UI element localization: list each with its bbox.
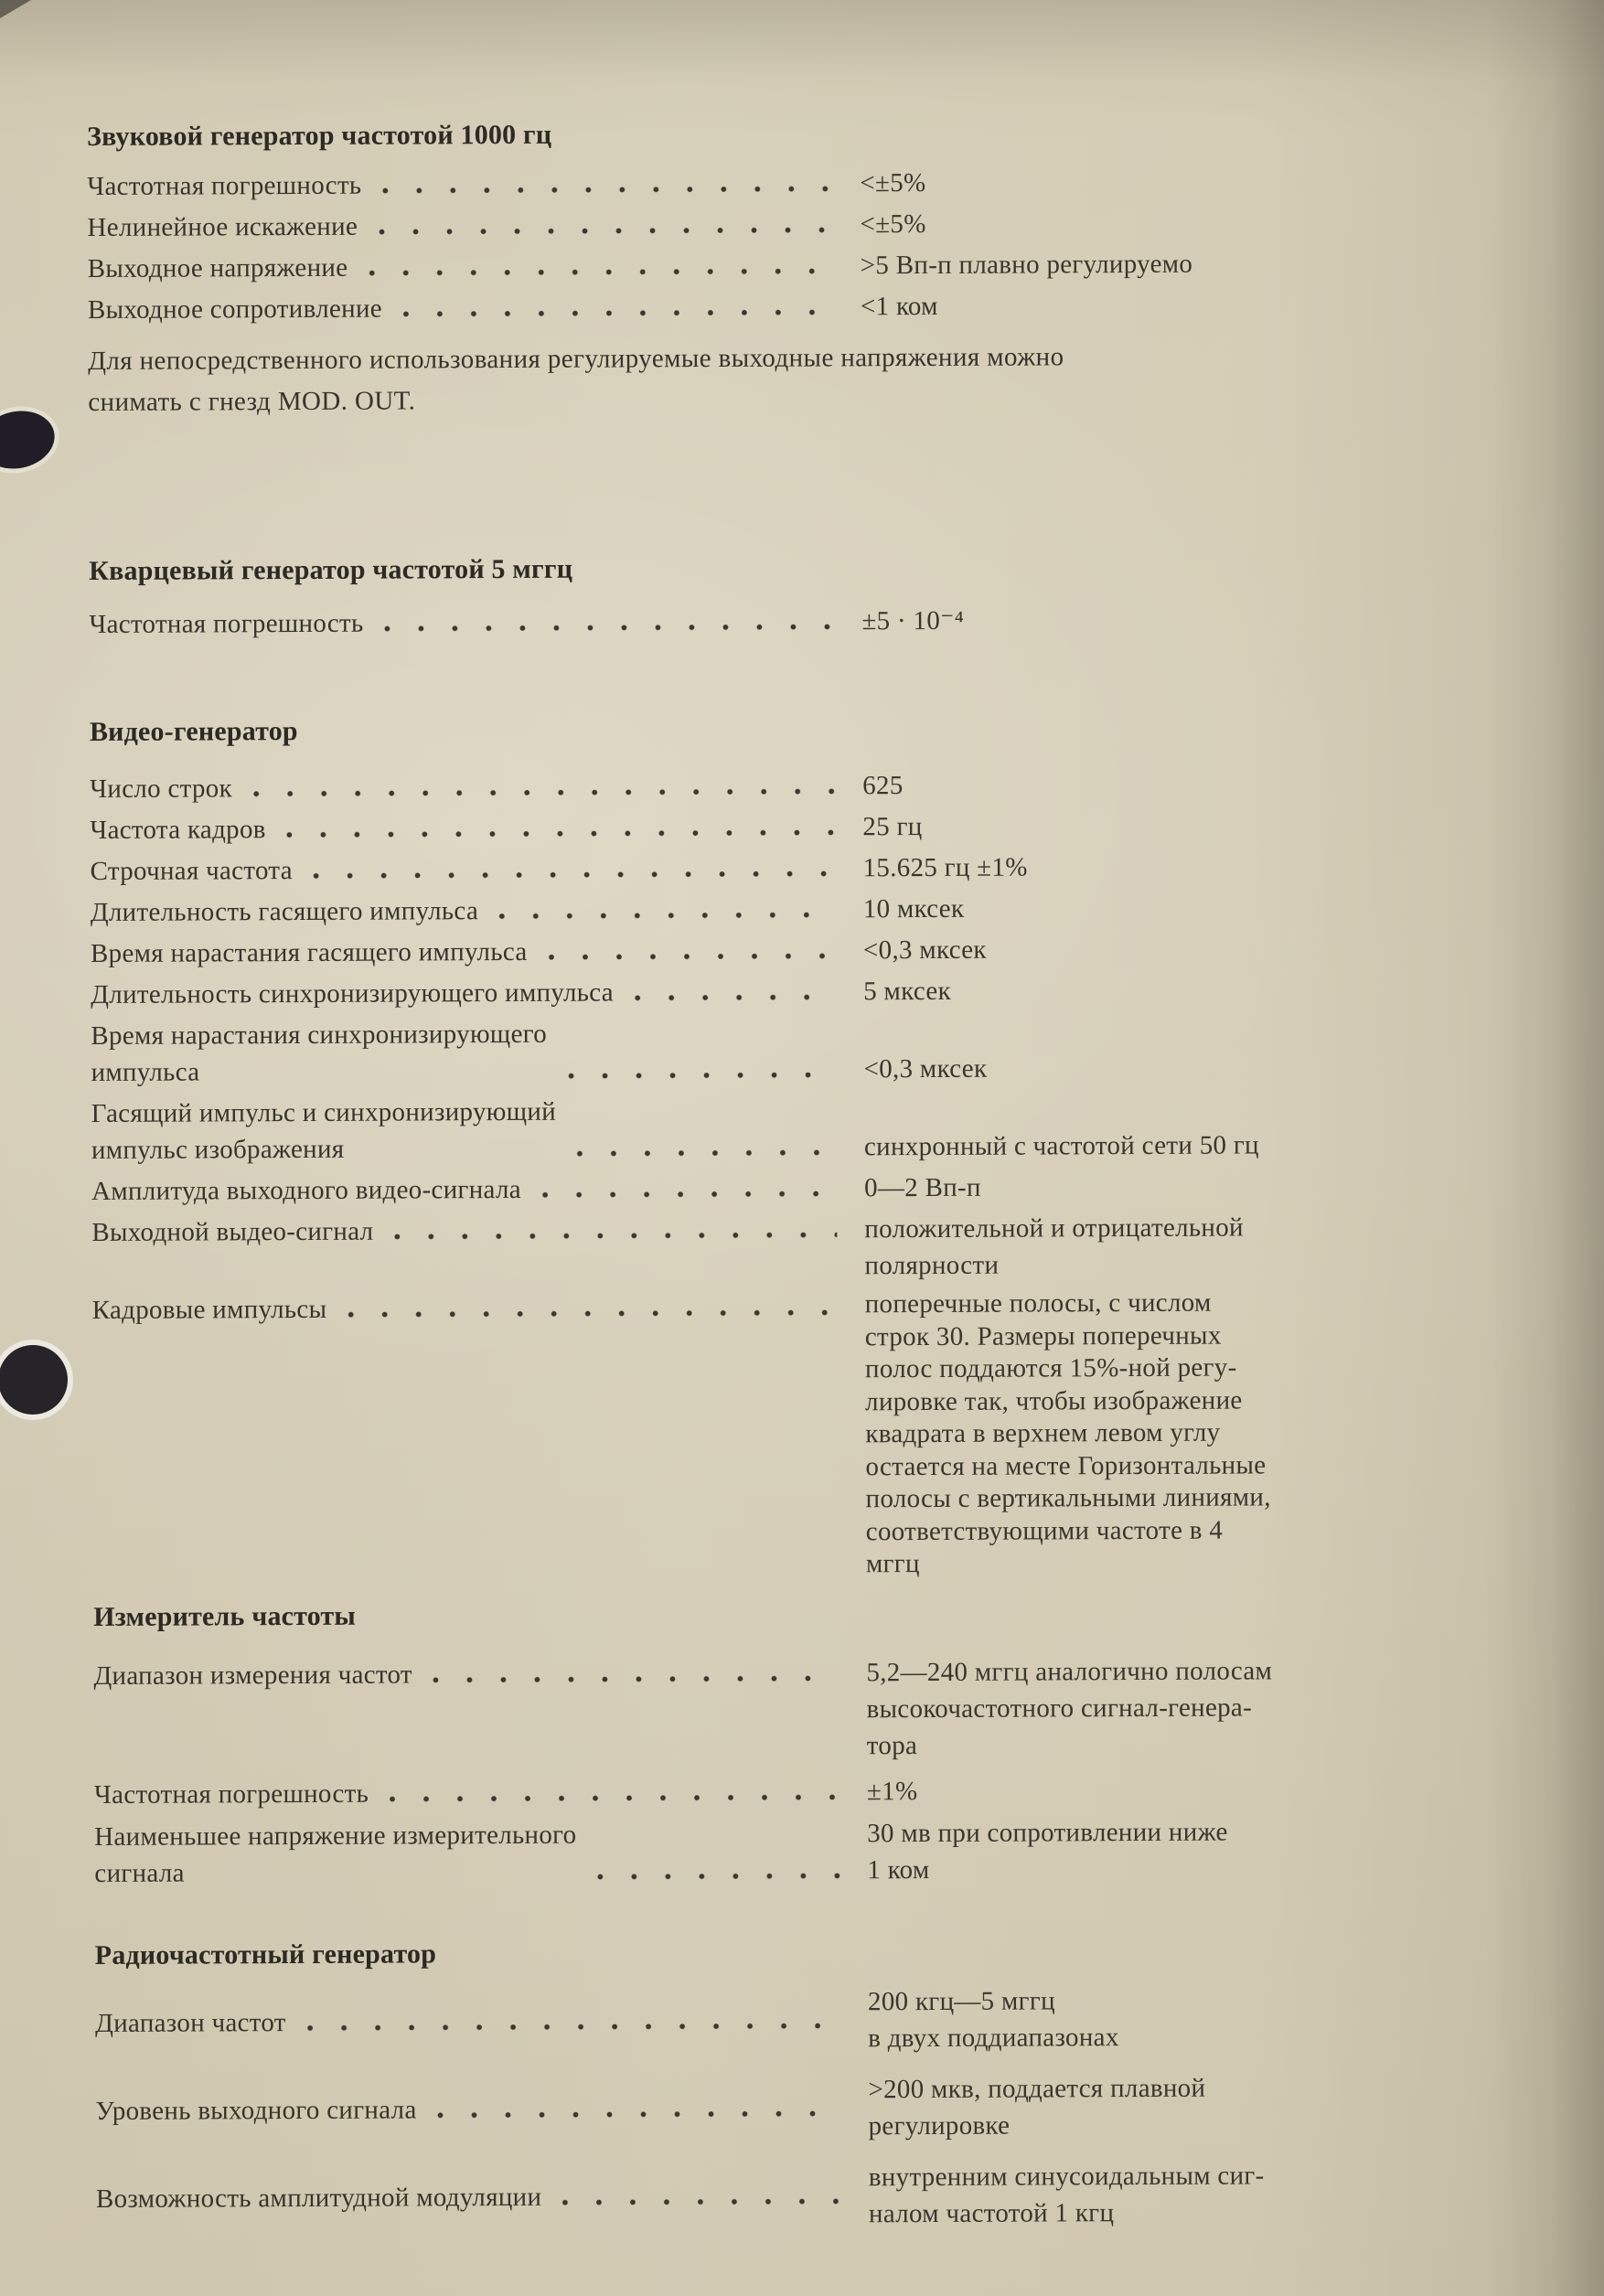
spec-row-left — [88, 288, 861, 328]
dot-leader — [347, 1308, 837, 1319]
dot-leader — [498, 911, 836, 921]
spec-row-left — [91, 932, 863, 972]
spec-value: 5,2—240 мггц аналогично полосам высокочастотного сигнал-генера- тора — [866, 1655, 1273, 1760]
spec-label: Уровень выходного сигнала — [95, 2094, 417, 2126]
dot-leader — [313, 870, 836, 880]
spec-value: ±1% — [866, 1776, 918, 1806]
spec-label: Кадровые импульсы — [91, 1294, 327, 1325]
spec-label: Число строк — [90, 774, 233, 804]
spec-value: 10 мксек — [862, 893, 965, 924]
spec-row-left — [91, 1092, 864, 1169]
spec-row-left — [90, 808, 862, 849]
spec-row-left — [87, 165, 860, 205]
spec-value: <1 ком — [860, 291, 938, 322]
spec-label: Частотная погрешность — [89, 608, 364, 639]
section-title: Кварцевый генератор частотой 5 мггц — [89, 553, 573, 586]
spec-row — [96, 2156, 1444, 2235]
spec-section — [89, 548, 1437, 643]
spec-label: Частотная погрешность — [93, 1778, 369, 1810]
spec-value: <±5% — [860, 208, 926, 240]
spec-label: Нелинейное искажение — [87, 211, 358, 242]
spec-label: Гасящий импульс и синхронизирующий импульс изображения — [91, 1096, 557, 1165]
spec-label: Строчная частота — [90, 856, 293, 886]
dot-leader — [567, 1071, 836, 1080]
spec-row-left — [94, 1773, 867, 1813]
section-title: Видео-генератор — [89, 715, 298, 747]
spec-row-left — [94, 1815, 867, 1892]
dot-leader — [378, 226, 832, 236]
spec-row-left — [89, 603, 861, 643]
spec-value: 15.625 гц ±1% — [862, 852, 1028, 883]
spec-row — [90, 806, 1438, 849]
spec-value: 625 — [862, 771, 904, 801]
spec-sheet — [87, 113, 1444, 2240]
dot-leader — [402, 308, 833, 318]
spec-row — [92, 1287, 1441, 1585]
spec-row-left — [91, 1211, 864, 1251]
spec-row-left — [87, 206, 860, 246]
spec-row — [89, 601, 1437, 643]
spec-row-left — [95, 2002, 868, 2042]
spec-row — [95, 2068, 1443, 2147]
spec-row — [94, 1770, 1442, 1812]
spec-row — [94, 1812, 1442, 1891]
dot-leader — [389, 1793, 839, 1803]
spec-value: поперечные полосы, с числом строк 30. Размеры поперечных полос поддаются 15%-ной регу- лировке так, чтобы изображение квадрата в верхнем левом углу остается на месте Горизонтальные полосы с вертикальными линиями, соответствующими частоте в 4 мггц — [864, 1287, 1271, 1579]
dot-leader — [252, 787, 835, 798]
spec-label: Диапазон измерения частот — [93, 1659, 412, 1691]
spec-value: синхронный с частотой сети 50 гц — [863, 1130, 1259, 1162]
spec-row-left — [91, 973, 863, 1013]
spec-label: Длительность гасящего импульса — [90, 896, 479, 927]
spec-section — [93, 1593, 1442, 1891]
spec-label: Амплитуда выходного видео-сигнала — [91, 1174, 521, 1206]
section-title: Измеритель частоты — [93, 1600, 357, 1632]
dot-leader — [433, 1674, 839, 1684]
spec-row — [91, 848, 1438, 890]
spec-label: Возможность амплитудной модуляции — [95, 2182, 542, 2214]
spec-row — [95, 1981, 1443, 2059]
spec-row — [91, 1090, 1439, 1169]
dot-leader — [368, 267, 832, 277]
dot-leader — [437, 2109, 841, 2120]
section-note: Для непосредственного использования регулируемые выходные напряжения можно снимать с гнезд MOD. OUT. — [88, 342, 1064, 417]
spec-row-left — [91, 1169, 864, 1210]
spec-row-left — [95, 2089, 868, 2130]
spec-section — [87, 113, 1436, 423]
spec-value: внутренним синусоидальным сиг- налом частотой 1 кгц — [868, 2160, 1265, 2228]
spec-value: ±5 · 10⁻⁴ — [861, 605, 965, 636]
spec-row-left — [90, 767, 862, 807]
spec-value: <0,3 мксек — [863, 1053, 988, 1084]
spec-row-left — [92, 1288, 865, 1329]
photo-corner-artifact — [0, 0, 31, 18]
spec-label: Выходное сопротивление — [87, 294, 382, 325]
spec-label: Частотная погрешность — [87, 170, 362, 201]
photo-top-shadow — [0, 0, 1604, 82]
dot-leader — [541, 1190, 837, 1199]
spec-label: Выходной выдео-сигнал — [91, 1216, 374, 1247]
spec-label: Наименьшее напряжение измерительного сигнала — [94, 1820, 577, 1888]
dot-leader — [384, 623, 835, 633]
spec-value: 200 кгц—5 мггц в двух поддиапазонах — [867, 1985, 1119, 2053]
spec-row-left — [93, 1654, 866, 1694]
spec-row — [93, 1651, 1442, 1767]
spec-row-left — [88, 247, 861, 287]
spec-row-left — [96, 2177, 869, 2217]
spec-section — [95, 1931, 1444, 2235]
spec-row — [91, 1168, 1439, 1210]
dot-leader — [561, 2197, 841, 2206]
hole-punch-bottom — [0, 1345, 68, 1415]
dot-leader — [634, 993, 836, 1002]
hole-punch-top — [0, 404, 60, 475]
spec-row — [91, 1012, 1438, 1091]
spec-row-left — [91, 849, 863, 890]
dot-leader — [597, 1872, 840, 1881]
spec-row — [90, 765, 1438, 807]
spec-value: 30 мв при сопротивлении ниже 1 ком — [867, 1817, 1228, 1885]
dot-leader — [286, 828, 836, 839]
section-title: Звуковой генератор частотой 1000 гц — [87, 119, 552, 152]
dot-leader — [393, 1231, 837, 1241]
dot-leader — [548, 952, 837, 961]
spec-row — [87, 204, 1435, 246]
spec-value: 25 гц — [862, 812, 923, 842]
dot-leader — [306, 2022, 840, 2033]
spec-row-left — [91, 1014, 863, 1091]
spec-label: Частота кадров — [90, 815, 266, 845]
dot-leader — [576, 1148, 837, 1158]
spec-row — [87, 163, 1435, 205]
spec-value: >200 мкв, поддается плавной регулировке — [868, 2073, 1206, 2141]
spec-row — [91, 889, 1438, 931]
spec-value: <±5% — [860, 167, 926, 198]
spec-row — [91, 1209, 1439, 1287]
spec-label: Диапазон частот — [95, 2007, 286, 2038]
spec-row — [91, 930, 1438, 972]
spec-label: Время нарастания гасящего импульса — [90, 936, 528, 968]
spec-row — [88, 286, 1436, 328]
spec-value: положительной и отрицательной полярности — [864, 1212, 1244, 1281]
spec-label: Выходное напряжение — [87, 252, 348, 283]
section-title: Радиочастотный генератор — [94, 1938, 437, 1970]
spec-section — [90, 709, 1441, 1585]
dot-leader — [381, 185, 832, 195]
spec-label: Время нарастания синхронизирующего импульса — [91, 1019, 548, 1087]
page-edge-shadow — [1485, 0, 1604, 2296]
spec-label: Длительность синхронизирующего импульса — [91, 977, 614, 1009]
spec-row — [91, 971, 1438, 1013]
spec-value: <0,3 мксек — [862, 934, 987, 966]
spec-row-left — [91, 891, 863, 931]
spec-value: 5 мксек — [863, 976, 952, 1007]
spec-value: 0—2 Вп-п — [864, 1172, 981, 1203]
spec-row — [88, 245, 1436, 287]
spec-value: >5 Вп-п плавно регулируемо — [860, 249, 1193, 281]
